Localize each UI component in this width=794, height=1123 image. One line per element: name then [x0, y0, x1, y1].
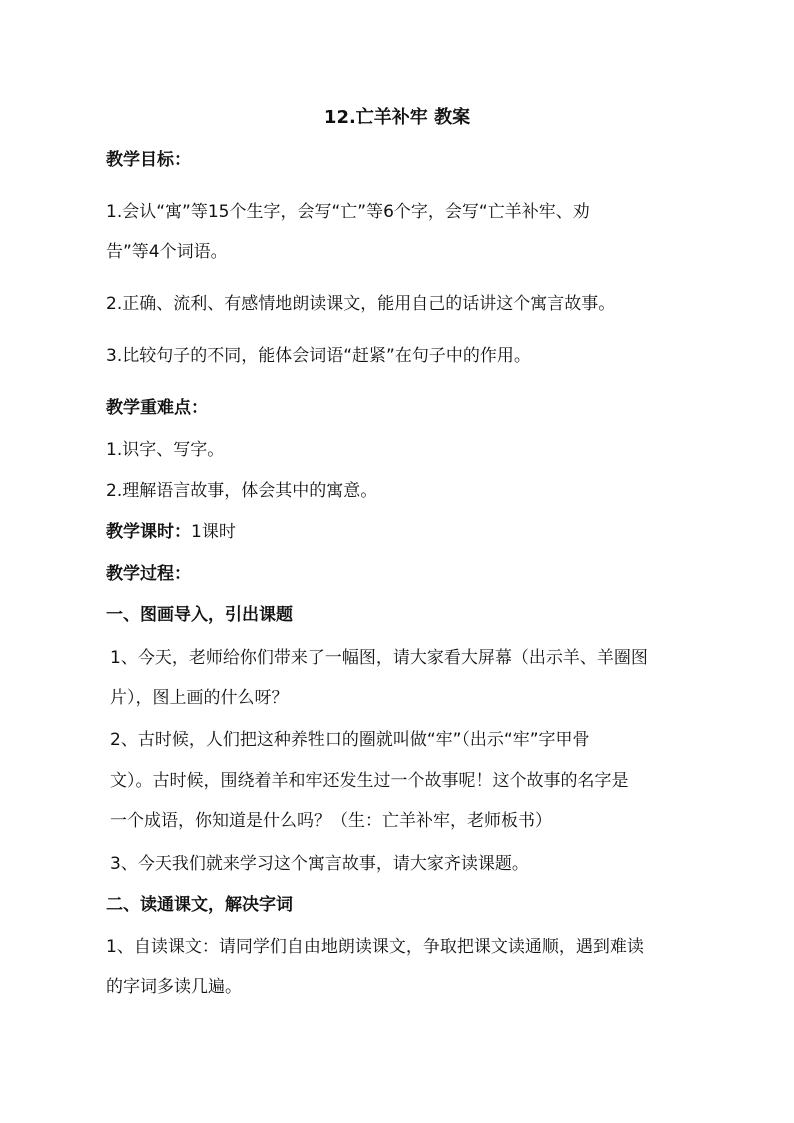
part-2-heading: 二、读通课文，解决字词	[106, 895, 293, 915]
part-1-para-2-line-1: 2、古时候，人们把这种养牲口的圈就叫做“牢”（出示“牢”字甲骨	[110, 730, 590, 750]
part-1-para-1-line-1: 1、今天，老师给你们带来了一幅图，请大家看大屏幕（出示羊、羊圈图	[110, 648, 648, 668]
goals-item-1-line-2: 告”等4个词语。	[106, 242, 228, 262]
key-points-heading: 教学重难点：	[106, 398, 208, 418]
part-2-para-1-line-2: 的字词多读几遍。	[106, 977, 242, 997]
goals-heading: 教学目标：	[106, 150, 191, 170]
part-1-para-2-line-2: 文）。古时候，围绕着羊和牢还发生过一个故事呢！这个故事的名字是	[110, 771, 629, 791]
key-points-item-2: 2.理解语言故事，体会其中的寓意。	[106, 481, 378, 501]
document-title: 12.亡羊补牢 教案	[323, 107, 471, 128]
part-1-heading: 一、图画导入，引出课题	[106, 605, 293, 625]
process-heading: 教学过程：	[106, 564, 191, 584]
goals-item-2: 2.正确、流利、有感情地朗读课文，能用自己的话讲这个寓言故事。	[106, 294, 616, 314]
class-hours-value: 1课时	[191, 522, 236, 542]
goals-item-1-line-1: 1.会认“寓”等15个生字，会写“亡”等6个字，会写“亡羊补牢、劝	[106, 202, 590, 222]
part-1-para-2-line-3: 一个成语，你知道是什么吗？（生：亡羊补牢，老师板书）	[110, 811, 552, 831]
class-hours-label: 教学课时：	[106, 522, 191, 542]
part-1-para-1-line-2: 片），图上画的什么呀？	[110, 688, 289, 708]
part-1-para-3: 3、今天我们就来学习这个寓言故事，请大家齐读课题。	[110, 854, 529, 874]
part-2-para-1-line-1: 1、自读课文：请同学们自由地朗读课文，争取把课文读通顺，遇到难读	[106, 937, 644, 957]
goals-item-3: 3.比较句子的不同，能体会词语“赶紧”在句子中的作用。	[106, 346, 531, 366]
class-hours	[106, 521, 236, 543]
key-points-item-1: 1.识字、写字。	[106, 440, 225, 460]
